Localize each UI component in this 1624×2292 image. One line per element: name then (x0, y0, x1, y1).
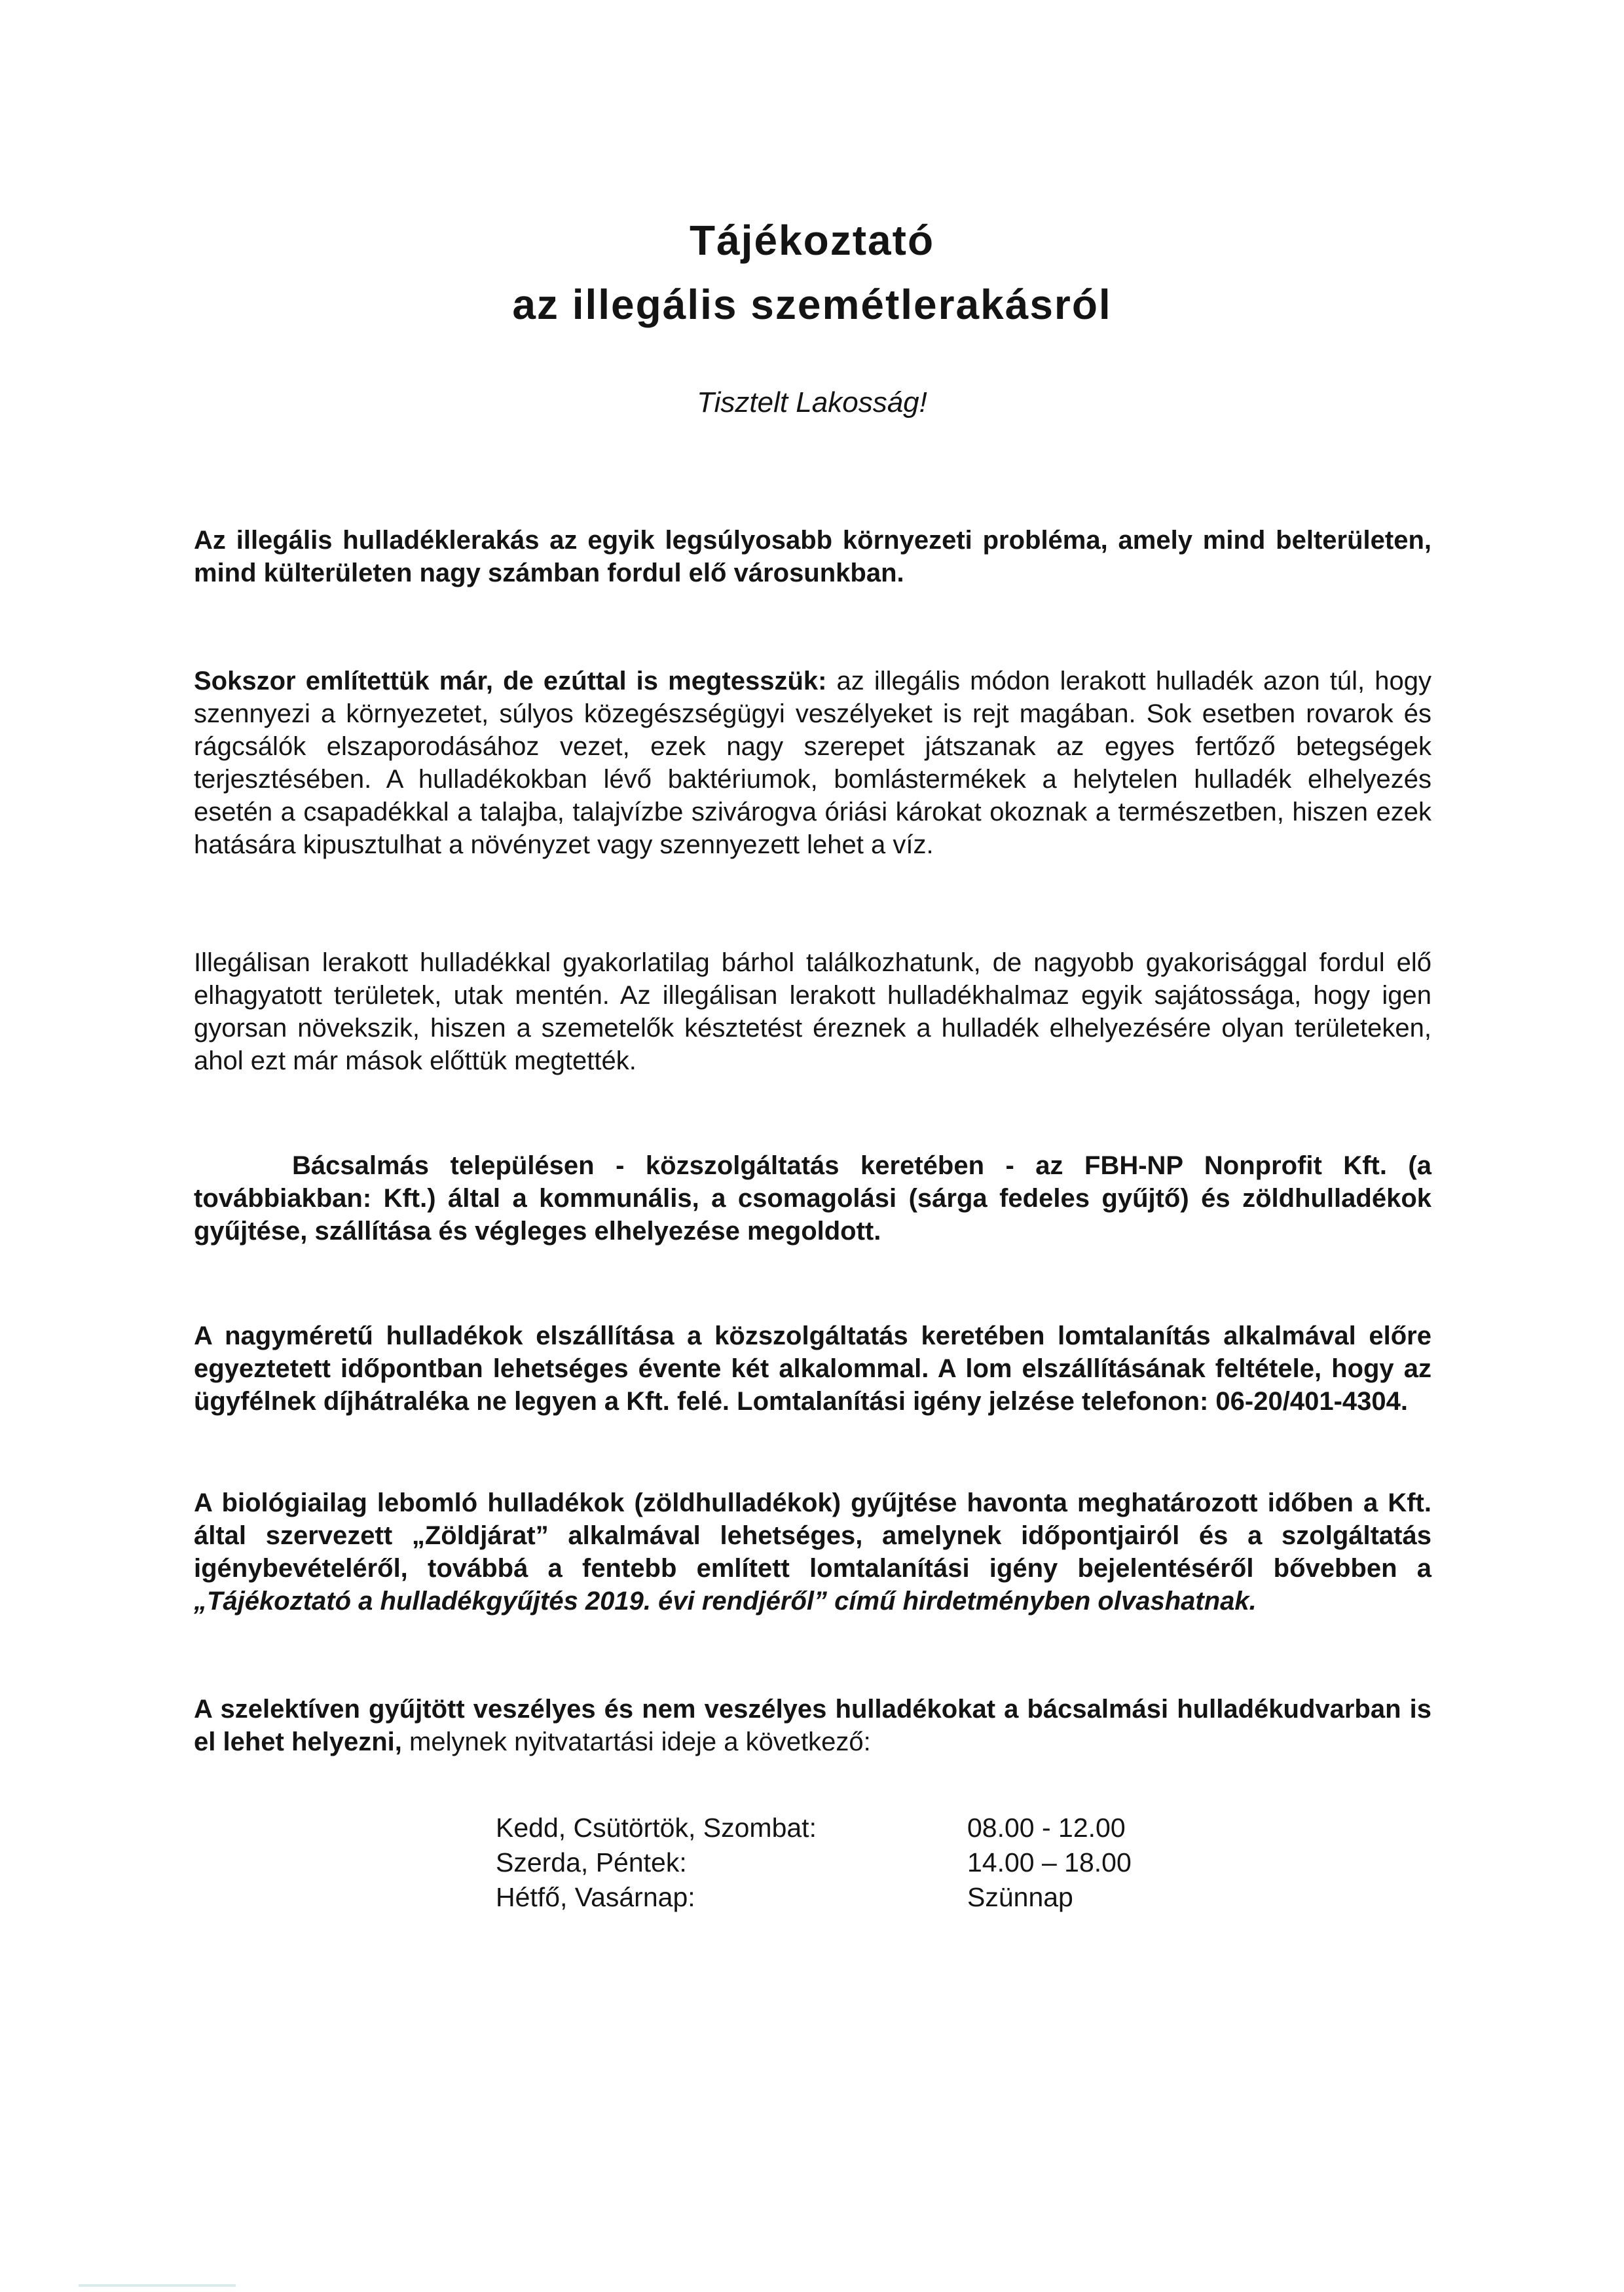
health-risk-paragraph (194, 665, 1431, 861)
document-title: Tájékoztató (689, 217, 935, 264)
opening-days: Kedd, Csütörtök, Szombat: (496, 1813, 817, 1843)
health-risk-lead: Sokszor említettük már, de ezúttal is megtesszük: (194, 667, 827, 695)
waste-yard-lead: A szelektíven gyűjtött veszélyes és nem veszélyes hulladékokat a bácsalmási hulladékudvarban is el lehet helyezni, (194, 1695, 1431, 1756)
opening-hours-table (496, 1811, 1229, 1915)
green-waste-text: A biológiailag lebomló hulladékok (zöldhulladékok) gyűjtése havonta meghatározott időben a Kft. által szervezett „Zöldjárat” alkalmával lehetséges, amelynek időpontjairól és a szolgáltatás igénybevételéről, továbbá a fentebb említett lomtalanítási igény bejelentéséről bővebben a (194, 1488, 1431, 1583)
waste-yard-paragraph (194, 1693, 1431, 1758)
opening-hours-row (496, 1845, 1229, 1880)
green-waste-paragraph (194, 1487, 1431, 1617)
public-service-paragraph: Bácsalmás településen - közszolgáltatás keretében - az FBH-NP Nonprofit Kft. (a továbbiakban: Kft.) által a kommunális, a csomagolási (sárga fedeles gyűjtő) és zöldhulladékok gyűjtése, szállítása és végleges elhelyezése megoldott. (194, 1151, 1431, 1246)
opening-time: Szünnap (967, 1882, 1073, 1912)
opening-days: Hétfő, Vasárnap: (496, 1882, 695, 1912)
green-waste-reference: „Tájékoztató a hulladékgyűjtés 2019. évi rendjéről” című hirdetményben olvashatnak. (194, 1587, 1257, 1616)
bulky-waste-paragraph: A nagyméretű hulladékok elszállítása a közszolgáltatás keretében lomtalanítás alkalmával előre egyeztetett időpontban lehetséges évente két alkalommal. A lom elszállításának feltétele, hogy az ügyfélnek díjhátraléka ne legyen a Kft. felé. Lomtalanítási igény jelzése telefonon: 06-20/401-4304. (194, 1322, 1431, 1416)
document-subtitle: az illegális szemétlerakásról (512, 281, 1112, 328)
opening-hours-row (496, 1880, 1229, 1915)
opening-time: 08.00 - 12.00 (967, 1813, 1126, 1843)
salutation: Tisztelt Lakosság! (697, 386, 927, 418)
illegal-dumping-paragraph: Illegálisan lerakott hulladékkal gyakorlatilag bárhol találkozhatunk, de nagyobb gyakorisággal fordul elő elhagyatott területek, utak mentén. Az illegálisan lerakott hulladékhalmaz egyik sajátossága, hogy igen gyorsan növekszik, hiszen a szemetelők késztetést éreznek a hulladék elhelyezésére olyan területeken, ahol ezt már mások előttük megtették. (194, 948, 1431, 1075)
waste-yard-text: melynek nyitvatartási ideje a következő: (401, 1728, 871, 1756)
opening-days: Szerda, Péntek: (496, 1847, 687, 1877)
opening-time: 14.00 – 18.00 (967, 1847, 1132, 1877)
intro-paragraph: Az illegális hulladéklerakás az egyik legsúlyosabb környezeti probléma, amely mind belterületen, mind külterületen nagy számban fordul elő városunkban. (194, 526, 1431, 587)
scan-edge-mark (79, 2284, 236, 2287)
health-risk-text: az illegális módon lerakott hulladék azon túl, hogy szennyezi a környezetet, súlyos közegészségügyi veszélyeket is rejt magában. Sok esetben rovarok és rágcsálók elszaporodásához vezet, ezek nagy szerepet játszanak az egyes fertőző betegségek terjesztésében. A hulladékokban lévő baktériumok, bomlástermékek a helytelen hulladék elhelyezés esetén a csapadékkal a talajba, talajvízbe szivárogva óriási károkat okoznak a természetben, hiszen ezek hatására kipusztulhat a növényzet vagy szennyezett lehet a víz. (194, 667, 1431, 859)
opening-hours-row (496, 1811, 1229, 1845)
